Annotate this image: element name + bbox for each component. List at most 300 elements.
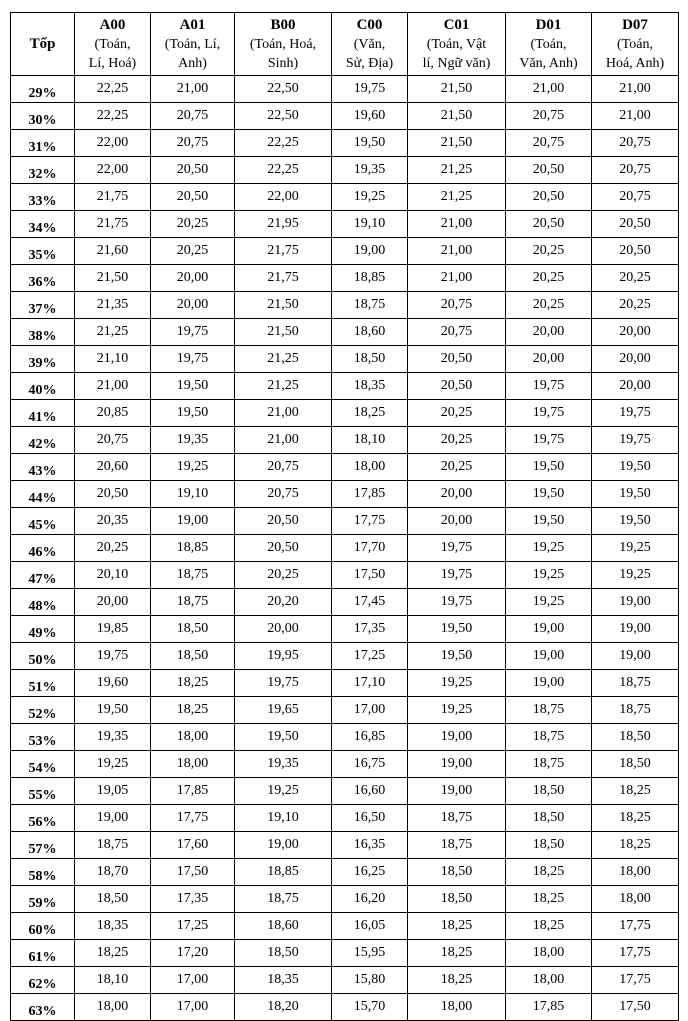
score-cell: 18,50 — [506, 832, 592, 859]
score-cell: 17,10 — [332, 670, 408, 697]
score-cell: 18,10 — [332, 427, 408, 454]
score-cell: 20,75 — [235, 481, 332, 508]
score-cell: 20,00 — [592, 319, 679, 346]
score-cell: 18,25 — [151, 670, 235, 697]
score-cell: 18,50 — [506, 805, 592, 832]
score-cell: 19,50 — [151, 400, 235, 427]
score-cell: 19,25 — [235, 778, 332, 805]
table-row — [11, 859, 679, 886]
score-cell: 18,00 — [408, 994, 506, 1021]
table-row — [11, 76, 679, 103]
score-cell: 20,50 — [151, 157, 235, 184]
column-code: D01 — [535, 16, 562, 33]
score-cell: 20,25 — [408, 454, 506, 481]
score-cell: 17,35 — [332, 616, 408, 643]
score-cell: 19,25 — [506, 589, 592, 616]
score-cell: 18,25 — [506, 859, 592, 886]
column-code: C01 — [443, 16, 470, 33]
score-cell: 16,35 — [332, 832, 408, 859]
score-cell: 20,75 — [506, 103, 592, 130]
top-percent-cell: 48% — [11, 589, 75, 616]
column-subject: Anh) — [178, 55, 207, 71]
top-percent-cell: 52% — [11, 697, 75, 724]
score-cell: 21,75 — [75, 184, 151, 211]
score-cell: 18,75 — [506, 697, 592, 724]
table-row — [11, 886, 679, 913]
score-cell: 20,25 — [408, 400, 506, 427]
score-cell: 22,00 — [75, 157, 151, 184]
score-cell: 20,25 — [235, 562, 332, 589]
score-cell: 20,50 — [235, 508, 332, 535]
score-cell: 17,75 — [592, 940, 679, 967]
score-cell: 19,50 — [592, 481, 679, 508]
top-percent-cell: 31% — [11, 130, 75, 157]
score-cell: 18,75 — [235, 886, 332, 913]
score-cell: 20,00 — [592, 373, 679, 400]
top-percent-cell: 41% — [11, 400, 75, 427]
score-cell: 20,75 — [592, 157, 679, 184]
score-cell: 18,00 — [506, 967, 592, 994]
score-cell: 19,25 — [408, 670, 506, 697]
table-row — [11, 643, 679, 670]
score-cell: 17,75 — [592, 967, 679, 994]
score-cell: 22,50 — [235, 76, 332, 103]
score-cell: 18,35 — [332, 373, 408, 400]
score-cell: 19,00 — [332, 238, 408, 265]
table-row — [11, 589, 679, 616]
score-cell: 20,60 — [75, 454, 151, 481]
score-cell: 17,45 — [332, 589, 408, 616]
score-cell: 18,50 — [408, 859, 506, 886]
column-subject: (Toán, — [530, 36, 567, 52]
score-cell: 19,10 — [151, 481, 235, 508]
score-cell: 20,25 — [592, 265, 679, 292]
score-cell: 18,25 — [592, 778, 679, 805]
score-cell: 21,75 — [235, 265, 332, 292]
score-cell: 20,75 — [408, 319, 506, 346]
top-percent-cell: 61% — [11, 940, 75, 967]
score-cell: 19,85 — [75, 616, 151, 643]
score-cell: 18,75 — [592, 697, 679, 724]
score-cell: 19,25 — [592, 562, 679, 589]
score-cell: 18,75 — [506, 751, 592, 778]
score-cell: 20,00 — [151, 265, 235, 292]
table-row — [11, 670, 679, 697]
score-cell: 17,00 — [151, 967, 235, 994]
score-cell: 18,75 — [408, 832, 506, 859]
score-cell: 19,50 — [592, 454, 679, 481]
top-percent-cell: 42% — [11, 427, 75, 454]
score-cell: 19,00 — [506, 616, 592, 643]
score-cell: 20,25 — [408, 427, 506, 454]
score-cell: 21,25 — [235, 373, 332, 400]
score-cell: 18,25 — [592, 805, 679, 832]
score-cell: 19,00 — [235, 832, 332, 859]
score-cell: 21,75 — [235, 238, 332, 265]
top-percent-cell: 45% — [11, 508, 75, 535]
score-cell: 18,75 — [592, 670, 679, 697]
score-cell: 18,25 — [75, 940, 151, 967]
score-cell: 18,00 — [592, 886, 679, 913]
table-row — [11, 346, 679, 373]
header-row — [11, 13, 679, 76]
score-cell: 20,50 — [408, 346, 506, 373]
score-cell: 18,75 — [332, 292, 408, 319]
table-row — [11, 562, 679, 589]
score-cell: 18,75 — [151, 589, 235, 616]
score-cell: 17,85 — [506, 994, 592, 1021]
score-cell: 20,50 — [506, 211, 592, 238]
score-cell: 17,75 — [151, 805, 235, 832]
score-cell: 19,75 — [408, 589, 506, 616]
score-cell: 21,50 — [408, 130, 506, 157]
score-cell: 18,25 — [151, 697, 235, 724]
score-cell: 21,50 — [235, 292, 332, 319]
score-cell: 15,70 — [332, 994, 408, 1021]
score-cell: 19,50 — [408, 616, 506, 643]
top-percent-cell: 38% — [11, 319, 75, 346]
score-cell: 21,10 — [75, 346, 151, 373]
top-percent-cell: 62% — [11, 967, 75, 994]
column-header — [506, 13, 592, 76]
score-cell: 21,00 — [75, 373, 151, 400]
score-cell: 21,25 — [408, 184, 506, 211]
score-cell: 19,00 — [75, 805, 151, 832]
table-row — [11, 292, 679, 319]
top-percent-cell: 63% — [11, 994, 75, 1021]
score-cell: 20,00 — [506, 319, 592, 346]
top-percent-cell: 49% — [11, 616, 75, 643]
score-cell: 16,50 — [332, 805, 408, 832]
score-cell: 21,00 — [408, 265, 506, 292]
score-cell: 19,65 — [235, 697, 332, 724]
score-cell: 19,00 — [592, 589, 679, 616]
score-cell: 17,75 — [592, 913, 679, 940]
score-cell: 19,75 — [506, 400, 592, 427]
score-cell: 19,00 — [408, 724, 506, 751]
score-cell: 17,85 — [151, 778, 235, 805]
score-cell: 21,25 — [235, 346, 332, 373]
table-row — [11, 211, 679, 238]
score-cell: 18,20 — [235, 994, 332, 1021]
score-cell: 20,75 — [235, 454, 332, 481]
score-cell: 18,50 — [592, 751, 679, 778]
table-row — [11, 805, 679, 832]
score-cell: 19,50 — [592, 508, 679, 535]
table-row — [11, 373, 679, 400]
score-cell: 20,20 — [235, 589, 332, 616]
score-cell: 19,35 — [332, 157, 408, 184]
top-percent-cell: 46% — [11, 535, 75, 562]
table-row — [11, 238, 679, 265]
score-cell: 19,75 — [592, 400, 679, 427]
score-cell: 18,50 — [75, 886, 151, 913]
score-cell: 19,00 — [408, 751, 506, 778]
score-cell: 19,60 — [332, 103, 408, 130]
table-row — [11, 913, 679, 940]
score-cell: 18,00 — [151, 724, 235, 751]
score-cell: 21,00 — [592, 76, 679, 103]
column-code: D07 — [622, 16, 648, 33]
score-cell: 18,85 — [332, 265, 408, 292]
column-subject: lí, Ngữ văn) — [422, 55, 491, 71]
top-percent-cell: 39% — [11, 346, 75, 373]
score-cell: 18,25 — [408, 967, 506, 994]
score-cell: 18,50 — [151, 643, 235, 670]
score-cell: 19,05 — [75, 778, 151, 805]
score-cell: 21,50 — [235, 319, 332, 346]
score-cell: 21,00 — [592, 103, 679, 130]
score-cell: 20,75 — [592, 130, 679, 157]
top-percent-cell: 57% — [11, 832, 75, 859]
score-cell: 20,00 — [592, 346, 679, 373]
top-percent-cell: 35% — [11, 238, 75, 265]
top-percent-cell: 29% — [11, 76, 75, 103]
score-cell: 15,80 — [332, 967, 408, 994]
table-row — [11, 103, 679, 130]
score-cell: 18,50 — [506, 778, 592, 805]
table-row — [11, 481, 679, 508]
score-cell: 20,25 — [506, 265, 592, 292]
score-cell: 18,70 — [75, 859, 151, 886]
top-percent-cell: 54% — [11, 751, 75, 778]
table-row — [11, 400, 679, 427]
column-subject: (Toán, Vật — [426, 36, 487, 52]
score-cell: 18,75 — [506, 724, 592, 751]
score-cell: 19,75 — [75, 643, 151, 670]
score-cell: 19,25 — [332, 184, 408, 211]
score-cell: 17,25 — [332, 643, 408, 670]
table-row — [11, 697, 679, 724]
score-cell: 21,00 — [235, 400, 332, 427]
table-row — [11, 508, 679, 535]
score-cell: 18,25 — [506, 886, 592, 913]
column-code: B00 — [270, 16, 296, 33]
score-cell: 21,00 — [235, 427, 332, 454]
score-cell: 19,75 — [408, 535, 506, 562]
score-cell: 20,75 — [506, 130, 592, 157]
score-cell: 18,25 — [332, 400, 408, 427]
score-cell: 20,75 — [151, 103, 235, 130]
score-cell: 19,75 — [151, 346, 235, 373]
score-cell: 17,85 — [332, 481, 408, 508]
score-cell: 18,00 — [506, 940, 592, 967]
score-cell: 19,25 — [592, 535, 679, 562]
table-row — [11, 832, 679, 859]
score-cell: 18,00 — [75, 994, 151, 1021]
score-cell: 18,25 — [408, 940, 506, 967]
column-code: A01 — [179, 16, 206, 33]
score-cell: 19,00 — [506, 670, 592, 697]
score-cell: 18,00 — [151, 751, 235, 778]
score-cell: 19,50 — [506, 508, 592, 535]
score-cell: 17,50 — [592, 994, 679, 1021]
score-cell: 18,50 — [332, 346, 408, 373]
score-cell: 21,50 — [75, 265, 151, 292]
score-cell: 19,35 — [151, 427, 235, 454]
top-percent-cell: 53% — [11, 724, 75, 751]
score-cell: 19,50 — [506, 481, 592, 508]
score-cell: 18,25 — [506, 913, 592, 940]
score-cell: 20,00 — [151, 292, 235, 319]
top-percent-cell: 40% — [11, 373, 75, 400]
score-cell: 19,10 — [332, 211, 408, 238]
score-cell: 17,60 — [151, 832, 235, 859]
score-cell: 20,00 — [506, 346, 592, 373]
top-percent-cell: 47% — [11, 562, 75, 589]
score-cell: 21,35 — [75, 292, 151, 319]
score-cell: 19,50 — [506, 454, 592, 481]
score-cell: 22,25 — [75, 103, 151, 130]
score-cell: 21,00 — [151, 76, 235, 103]
score-cell: 20,25 — [506, 238, 592, 265]
score-cell: 18,50 — [151, 616, 235, 643]
score-cell: 19,95 — [235, 643, 332, 670]
table-row — [11, 130, 679, 157]
score-cell: 18,00 — [332, 454, 408, 481]
column-header — [151, 13, 235, 76]
score-cell: 17,50 — [332, 562, 408, 589]
score-cell: 19,10 — [235, 805, 332, 832]
score-cell: 19,00 — [151, 508, 235, 535]
score-cell: 18,50 — [235, 940, 332, 967]
score-cell: 20,00 — [75, 589, 151, 616]
top-percent-cell: 34% — [11, 211, 75, 238]
score-cell: 20,85 — [75, 400, 151, 427]
score-cell: 16,75 — [332, 751, 408, 778]
score-cell: 20,25 — [592, 292, 679, 319]
column-header — [332, 13, 408, 76]
score-cell: 20,25 — [75, 535, 151, 562]
score-cell: 20,50 — [506, 157, 592, 184]
top-percent-cell: 51% — [11, 670, 75, 697]
score-cell: 18,35 — [235, 967, 332, 994]
score-cell: 20,35 — [75, 508, 151, 535]
column-subject: Lí, Hoá) — [88, 55, 137, 71]
score-cell: 19,35 — [75, 724, 151, 751]
table-row — [11, 319, 679, 346]
score-cell: 19,25 — [151, 454, 235, 481]
column-header — [235, 13, 332, 76]
score-cell: 20,50 — [235, 535, 332, 562]
score-cell: 21,00 — [408, 238, 506, 265]
table-row — [11, 724, 679, 751]
score-cell: 21,50 — [408, 103, 506, 130]
column-code: C00 — [356, 16, 383, 33]
score-cell: 17,50 — [151, 859, 235, 886]
score-cell: 20,25 — [506, 292, 592, 319]
column-code: A00 — [99, 16, 126, 33]
score-cell: 18,75 — [151, 562, 235, 589]
score-cell: 22,25 — [75, 76, 151, 103]
table-row — [11, 454, 679, 481]
top-percent-cell: 55% — [11, 778, 75, 805]
score-cell: 22,25 — [235, 157, 332, 184]
top-percent-cell: 56% — [11, 805, 75, 832]
score-cell: 17,00 — [151, 994, 235, 1021]
score-cell: 16,60 — [332, 778, 408, 805]
score-cell: 19,25 — [506, 535, 592, 562]
score-cell: 16,25 — [332, 859, 408, 886]
score-cell: 19,75 — [332, 76, 408, 103]
score-cell: 20,50 — [151, 184, 235, 211]
score-cell: 22,50 — [235, 103, 332, 130]
top-percent-cell: 58% — [11, 859, 75, 886]
score-cell: 17,70 — [332, 535, 408, 562]
score-cell: 19,75 — [235, 670, 332, 697]
column-subject: Văn, Anh) — [519, 55, 578, 71]
score-cell: 16,85 — [332, 724, 408, 751]
table-row — [11, 994, 679, 1021]
score-cell: 21,25 — [75, 319, 151, 346]
score-cell: 20,75 — [592, 184, 679, 211]
table-row — [11, 184, 679, 211]
score-cell: 21,50 — [408, 76, 506, 103]
score-cell: 20,50 — [592, 238, 679, 265]
score-cell: 19,25 — [408, 697, 506, 724]
table-row — [11, 751, 679, 778]
score-cell: 20,25 — [151, 238, 235, 265]
column-header — [408, 13, 506, 76]
column-subject: (Toán, — [94, 36, 131, 52]
score-cell: 20,00 — [235, 616, 332, 643]
score-cell: 19,00 — [592, 616, 679, 643]
column-subject: (Toán, Lí, — [164, 36, 221, 52]
corner-label: Tốp — [29, 36, 56, 52]
score-cell: 19,00 — [408, 778, 506, 805]
score-cell: 19,25 — [75, 751, 151, 778]
column-header — [592, 13, 679, 76]
score-cell: 17,75 — [332, 508, 408, 535]
column-subject: Sử, Địa) — [345, 55, 394, 71]
score-cell: 18,85 — [151, 535, 235, 562]
score-cell: 18,00 — [592, 859, 679, 886]
score-cell: 19,50 — [75, 697, 151, 724]
score-cell: 21,60 — [75, 238, 151, 265]
score-cell: 18,75 — [408, 805, 506, 832]
score-cell: 19,60 — [75, 670, 151, 697]
score-cell: 19,50 — [235, 724, 332, 751]
score-cell: 18,60 — [235, 913, 332, 940]
table-body — [11, 76, 679, 1021]
top-percent-cell: 60% — [11, 913, 75, 940]
table-row — [11, 427, 679, 454]
table-row — [11, 967, 679, 994]
score-cell: 22,00 — [235, 184, 332, 211]
score-cell: 20,50 — [75, 481, 151, 508]
score-cell: 22,00 — [75, 130, 151, 157]
score-cell: 19,35 — [235, 751, 332, 778]
score-cell: 18,85 — [235, 859, 332, 886]
top-percent-cell: 59% — [11, 886, 75, 913]
column-subject: Hoá, Anh) — [605, 55, 665, 71]
score-cell: 21,95 — [235, 211, 332, 238]
score-cell: 20,75 — [408, 292, 506, 319]
top-percent-cell: 44% — [11, 481, 75, 508]
score-cell: 18,25 — [592, 832, 679, 859]
score-cell: 19,00 — [592, 643, 679, 670]
top-percent-cell: 33% — [11, 184, 75, 211]
table-row — [11, 265, 679, 292]
corner-header — [11, 13, 75, 76]
score-cell: 19,75 — [151, 319, 235, 346]
score-cell: 20,00 — [408, 508, 506, 535]
score-cell: 21,75 — [75, 211, 151, 238]
score-cell: 19,00 — [506, 643, 592, 670]
score-table — [10, 12, 679, 1021]
score-cell: 17,00 — [332, 697, 408, 724]
score-cell: 16,05 — [332, 913, 408, 940]
